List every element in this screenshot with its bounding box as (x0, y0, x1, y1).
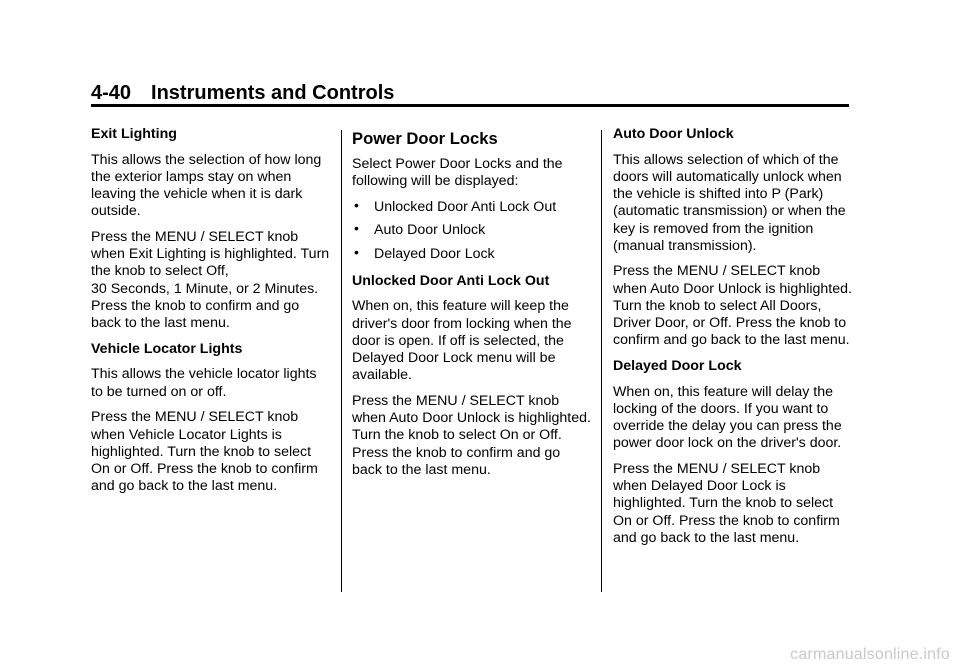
exit-lighting-instructions-a: Press the MENU / SELECT knob when Exit Lighting is highlighted. Turn the knob to select Off, (91, 229, 330, 280)
list-item: • Delayed Door Lock (354, 243, 495, 262)
header-rule (91, 104, 849, 107)
column-divider-1 (341, 130, 342, 592)
auto-door-unlock-description: This allows selection of which of the doors will automatically unlock when the vehicle is shifted into P (Park) (automatic transmission) or when the key is removed from the ignition (manual transmission). (613, 151, 846, 254)
column-divider-2 (601, 130, 602, 592)
menu-options-list (352, 199, 592, 263)
bullet-icon: • (354, 197, 359, 214)
delayed-door-lock-heading: Delayed Door Lock (613, 357, 742, 374)
power-door-locks-title: Power Door Locks (352, 129, 498, 148)
chapter-title: Instruments and Controls (151, 82, 395, 104)
bullet-icon: • (354, 243, 359, 260)
list-item: • Auto Door Unlock (354, 220, 486, 239)
bullet-icon: • (354, 220, 359, 237)
watermark: carmanualsonline.info (790, 646, 950, 663)
auto-door-unlock-instructions: Press the MENU / SELECT knob when Auto Door Unlock is highlighted. Turn the knob to select All Doors, Driver Door, or Off. Press the knob to confirm and go back to the last menu. (613, 263, 852, 349)
auto-door-unlock-heading: Auto Door Unlock (613, 126, 734, 142)
anti-lock-out-heading: Unlocked Door Anti Lock Out (352, 272, 550, 289)
page-number: 4-40 (91, 82, 132, 104)
anti-lock-out-description: When on, this feature will keep the driver's door from locking when the door is open. If off is selected, the Delayed Door Lock menu will be available. (352, 298, 572, 384)
vehicle-locator-description: This allows the vehicle locator lights to be turned on or off. (91, 366, 317, 400)
column-1 (91, 126, 331, 504)
delayed-door-lock-description: When on, this feature will delay the locking of the doors. If you want to override the delay you can press the power door lock on the driver's door. (613, 383, 842, 452)
column-3 (613, 126, 853, 555)
exit-lighting-heading: Exit Lighting (91, 126, 177, 142)
vehicle-locator-instructions: Press the MENU / SELECT knob when Vehicle Locator Lights is highlighted. Turn the knob to select On or Off. Press the knob to confirm and go back to the last menu. (91, 409, 318, 495)
exit-lighting-instructions-b: 30 Seconds, 1 Minute, or 2 Minutes. Press the knob to confirm and go back to the last menu. (91, 280, 319, 332)
delayed-door-lock-instructions: Press the MENU / SELECT knob when Delayed Door Lock is highlighted. Turn the knob to select On or Off. Press the knob to confirm and go back to the last menu. (613, 460, 840, 546)
exit-lighting-description: This allows the selection of how long the exterior lamps stay on when leaving the vehicle when it is dark outside. (91, 151, 322, 220)
anti-lock-out-instructions: Press the MENU / SELECT knob when Auto Door Unlock is highlighted. Turn the knob to select On or Off. Press the knob to confirm and go back to the last menu. (352, 392, 591, 478)
power-door-locks-intro: Select Power Door Locks and the following will be displayed: (352, 156, 563, 190)
list-item: • Unlocked Door Anti Lock Out (354, 197, 557, 216)
vehicle-locator-heading: Vehicle Locator Lights (91, 340, 243, 357)
column-2 (352, 126, 592, 487)
exit-lighting-instructions (91, 229, 331, 332)
